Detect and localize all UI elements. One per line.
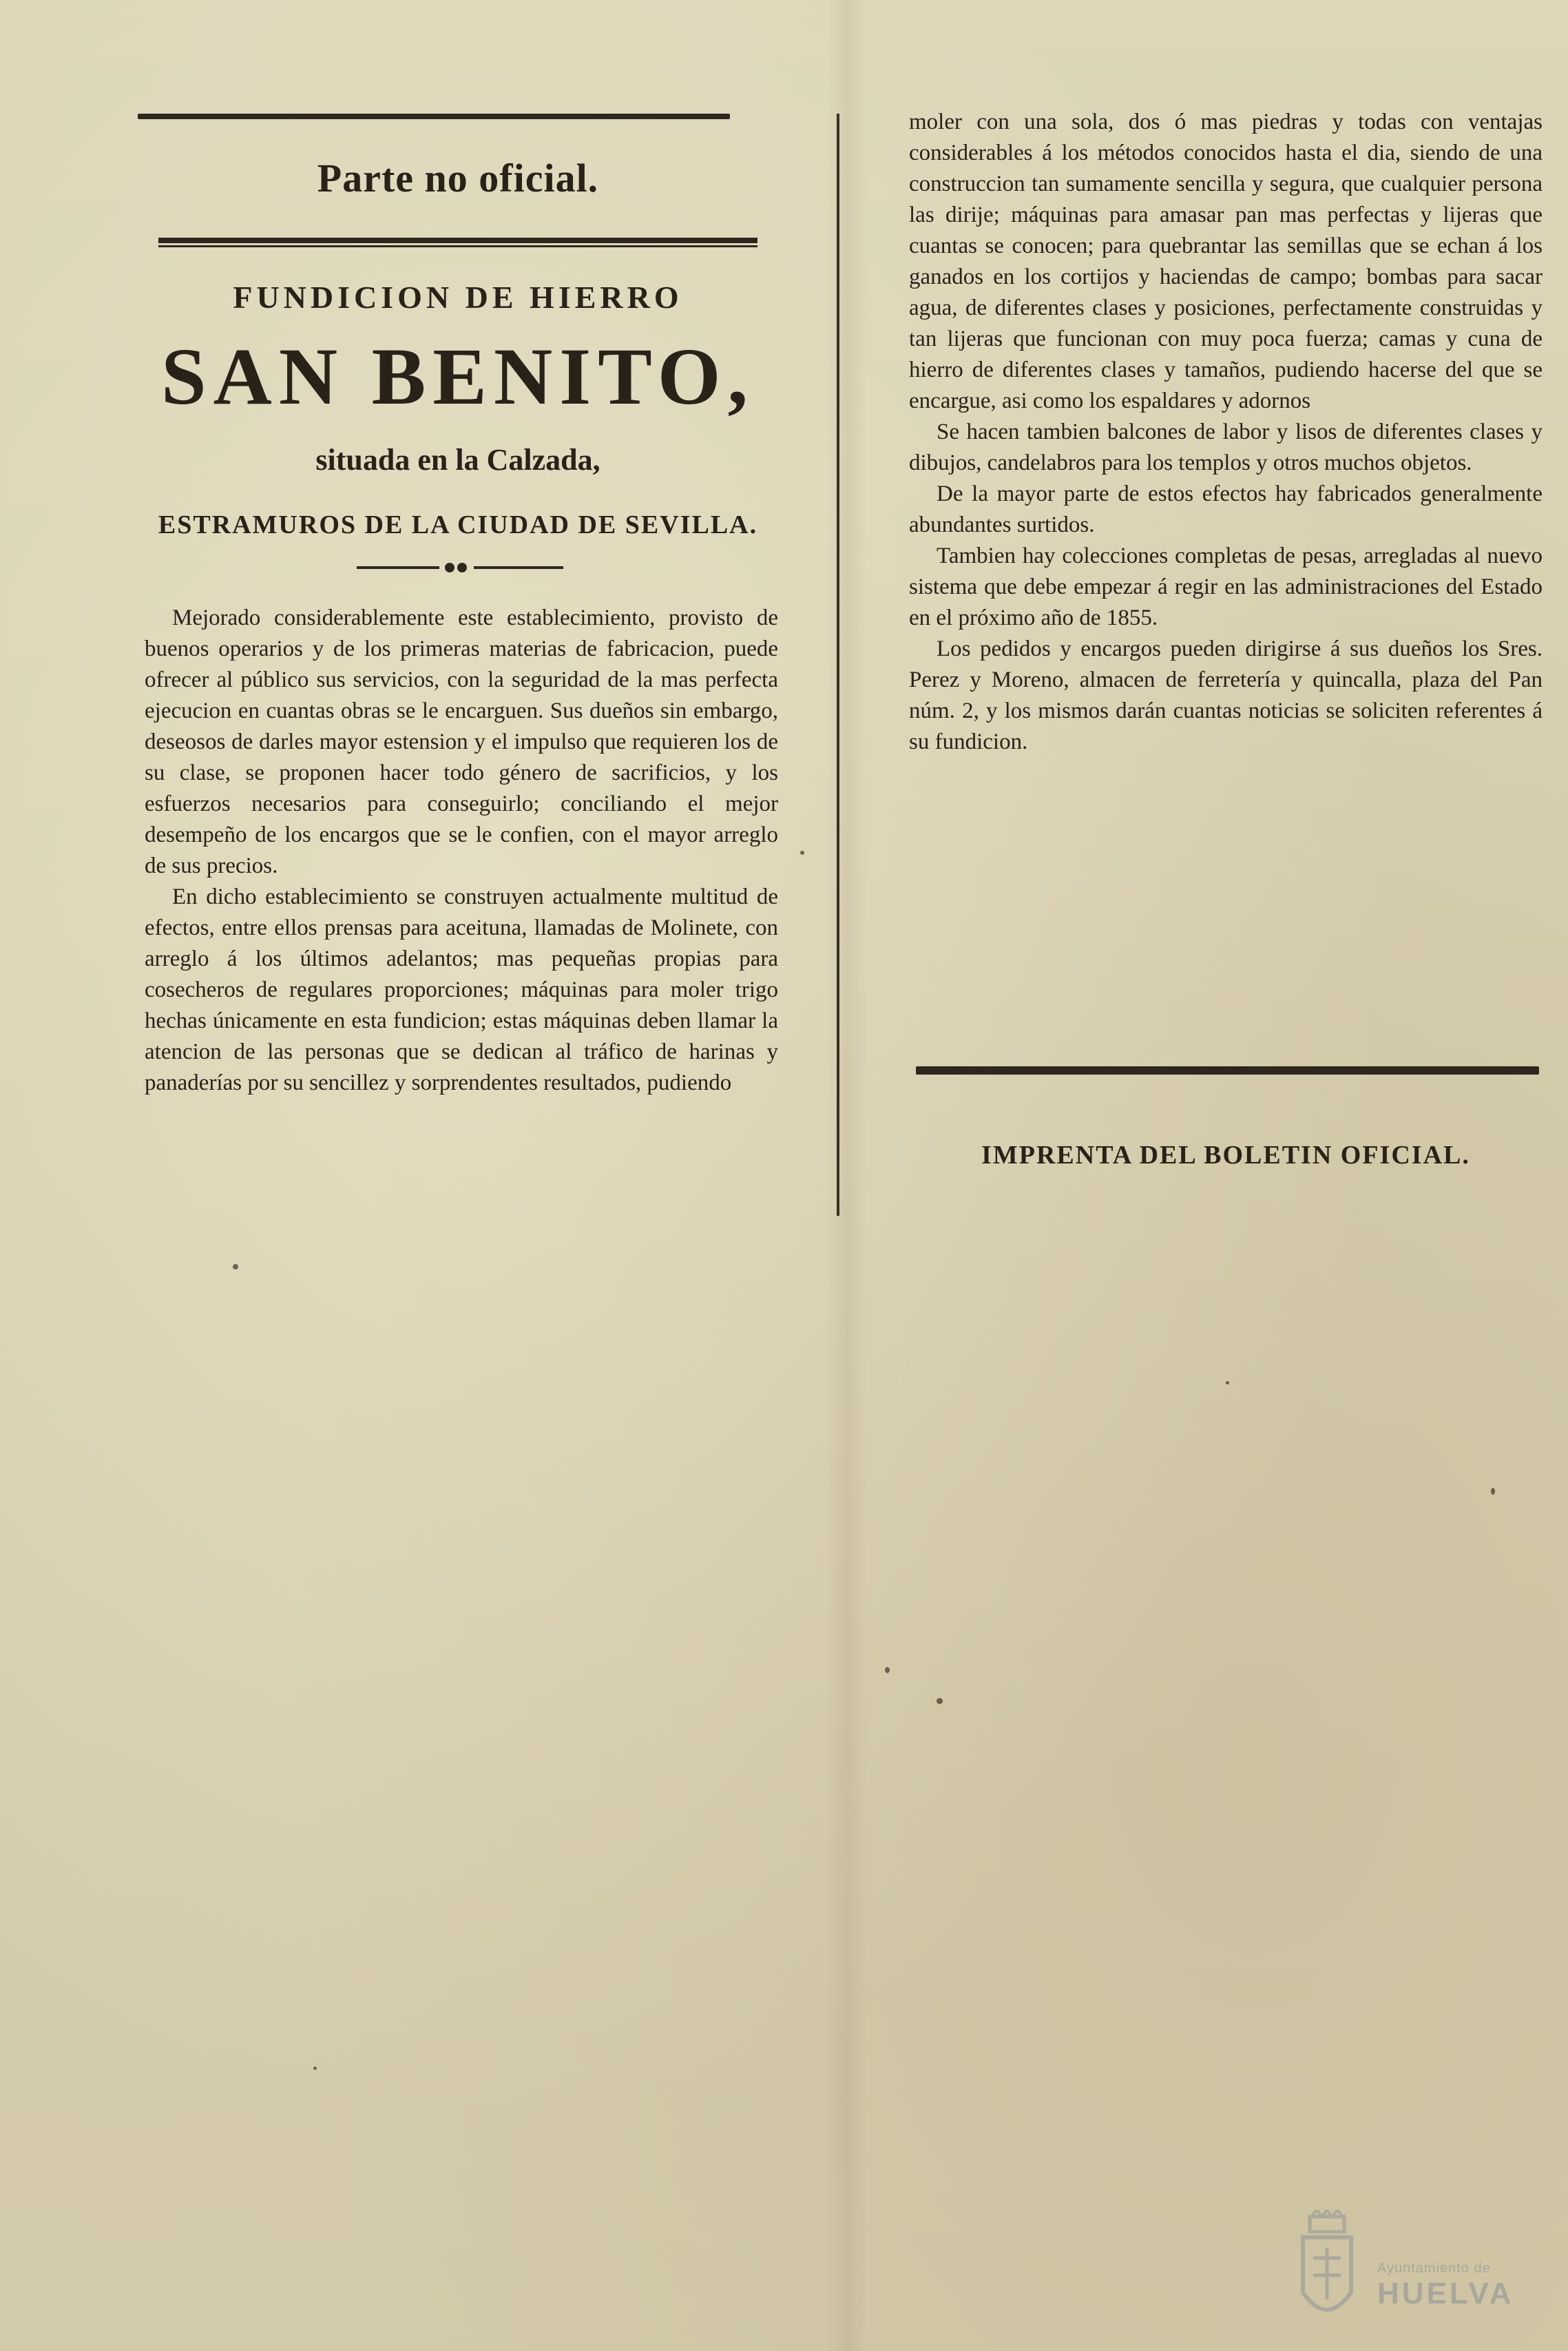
foundry-name: FUNDICION DE HIERRO	[233, 280, 683, 315]
paragraph: Se hacen tambien balcones de labor y lisos de diferentes clases y dibujos, candelabros para los templos y otros muchos objetos.	[909, 420, 1543, 475]
brand-name: SAN BENITO,	[161, 331, 755, 422]
city-seal-watermark	[1282, 2210, 1372, 2330]
advert-body-right	[909, 107, 1543, 758]
watermark-small: Ayuntamiento de	[1377, 2261, 1491, 2276]
paragraph: moler con una sola, dos ó mas piedras y todas con ventajas considerables á los métodos conocidos hasta el dia, siendo de una construccion tan sumamente sencilla y segura, que cualquier persona las dirije; máquinas para amasar pan mas perfectas y lijeras que cuantas se conocen; para quebrantar las semillas que se echan á los ganados en los cortijos y haciendas de campo; bombas para sacar agua, de diferentes clases y posiciones, perfectamente construidas y tan lijeras que funcionan con muy poca fuerza; camas y cuna de hierro de diferentes clases y tamaños, pudiendo hacerse del que se encargue, asi como los espaldares y adornos	[909, 110, 1543, 413]
location-line: situada en la Calzada,	[315, 443, 600, 477]
watermark-big: HUELVA	[1377, 2277, 1514, 2310]
column-divider	[837, 114, 839, 1216]
advert-body-left	[145, 603, 778, 1099]
top-rule-left	[138, 114, 730, 119]
paragraph: Los pedidos y encargos pueden dirigirse á sus dueños los Sres. Perez y Moreno, almacen de ferretería y quincalla, plaza del Pan núm. 2, y los mismos darán cuantas noticias se soliciten referentes á su fundicion.	[909, 636, 1543, 754]
page-fold-shadow	[826, 0, 868, 2351]
paragraph: De la mayor parte de estos efectos hay fabricados generalmente abundantes surtidos.	[909, 481, 1543, 537]
section-heading: Parte no oficial.	[317, 156, 599, 200]
imprint-line: IMPRENTA DEL BOLETIN OFICIAL.	[981, 1141, 1470, 1170]
paragraph: En dicho establecimiento se construyen actualmente multitud de efectos, entre ellos prensas para aceituna, llamadas de Molinete, con arreglo á los últimos adelantos; mas pequeñas propias para cosecheros de regulares proporciones; máquinas para moler trigo hechas únicamente en esta fundicion; estas máquinas deben llamar la atencion de las personas que se dedican al tráfico de harinas y panaderías por su sencillez y sorprendentes resultados, pudiendo	[145, 884, 778, 1095]
paragraph: Tambien hay colecciones completas de pesas, arregladas al nuevo sistema que debe empezar á regir en las administraciones del Estado en el próximo año de 1855.	[909, 543, 1543, 630]
watermark-text	[1377, 2261, 1543, 2311]
paragraph: Mejorado considerablemente este establecimiento, provisto de buenos operarios y de los primeras materias de fabricacion, puede ofrecer al público sus servicios, con la seguridad de la mas perfecta ejecucion en cuantas obras se le encarguen. Sus dueños sin embargo, deseosos de darles mayor estension y el impulso que requieren los de su clase, se proponen hacer todo género de sacrificios, y los esfuerzos necesarios para conseguirlo; conciliando el mejor desempeño de los encargos que se le confien, con el mayor arreglo de sus precios.	[145, 605, 778, 878]
closing-rule	[916, 1066, 1539, 1075]
city-line: ESTRAMUROS DE LA CIUDAD DE SEVILLA.	[158, 510, 758, 539]
ornament-divider	[357, 562, 563, 573]
heading-double-rule	[158, 238, 757, 247]
